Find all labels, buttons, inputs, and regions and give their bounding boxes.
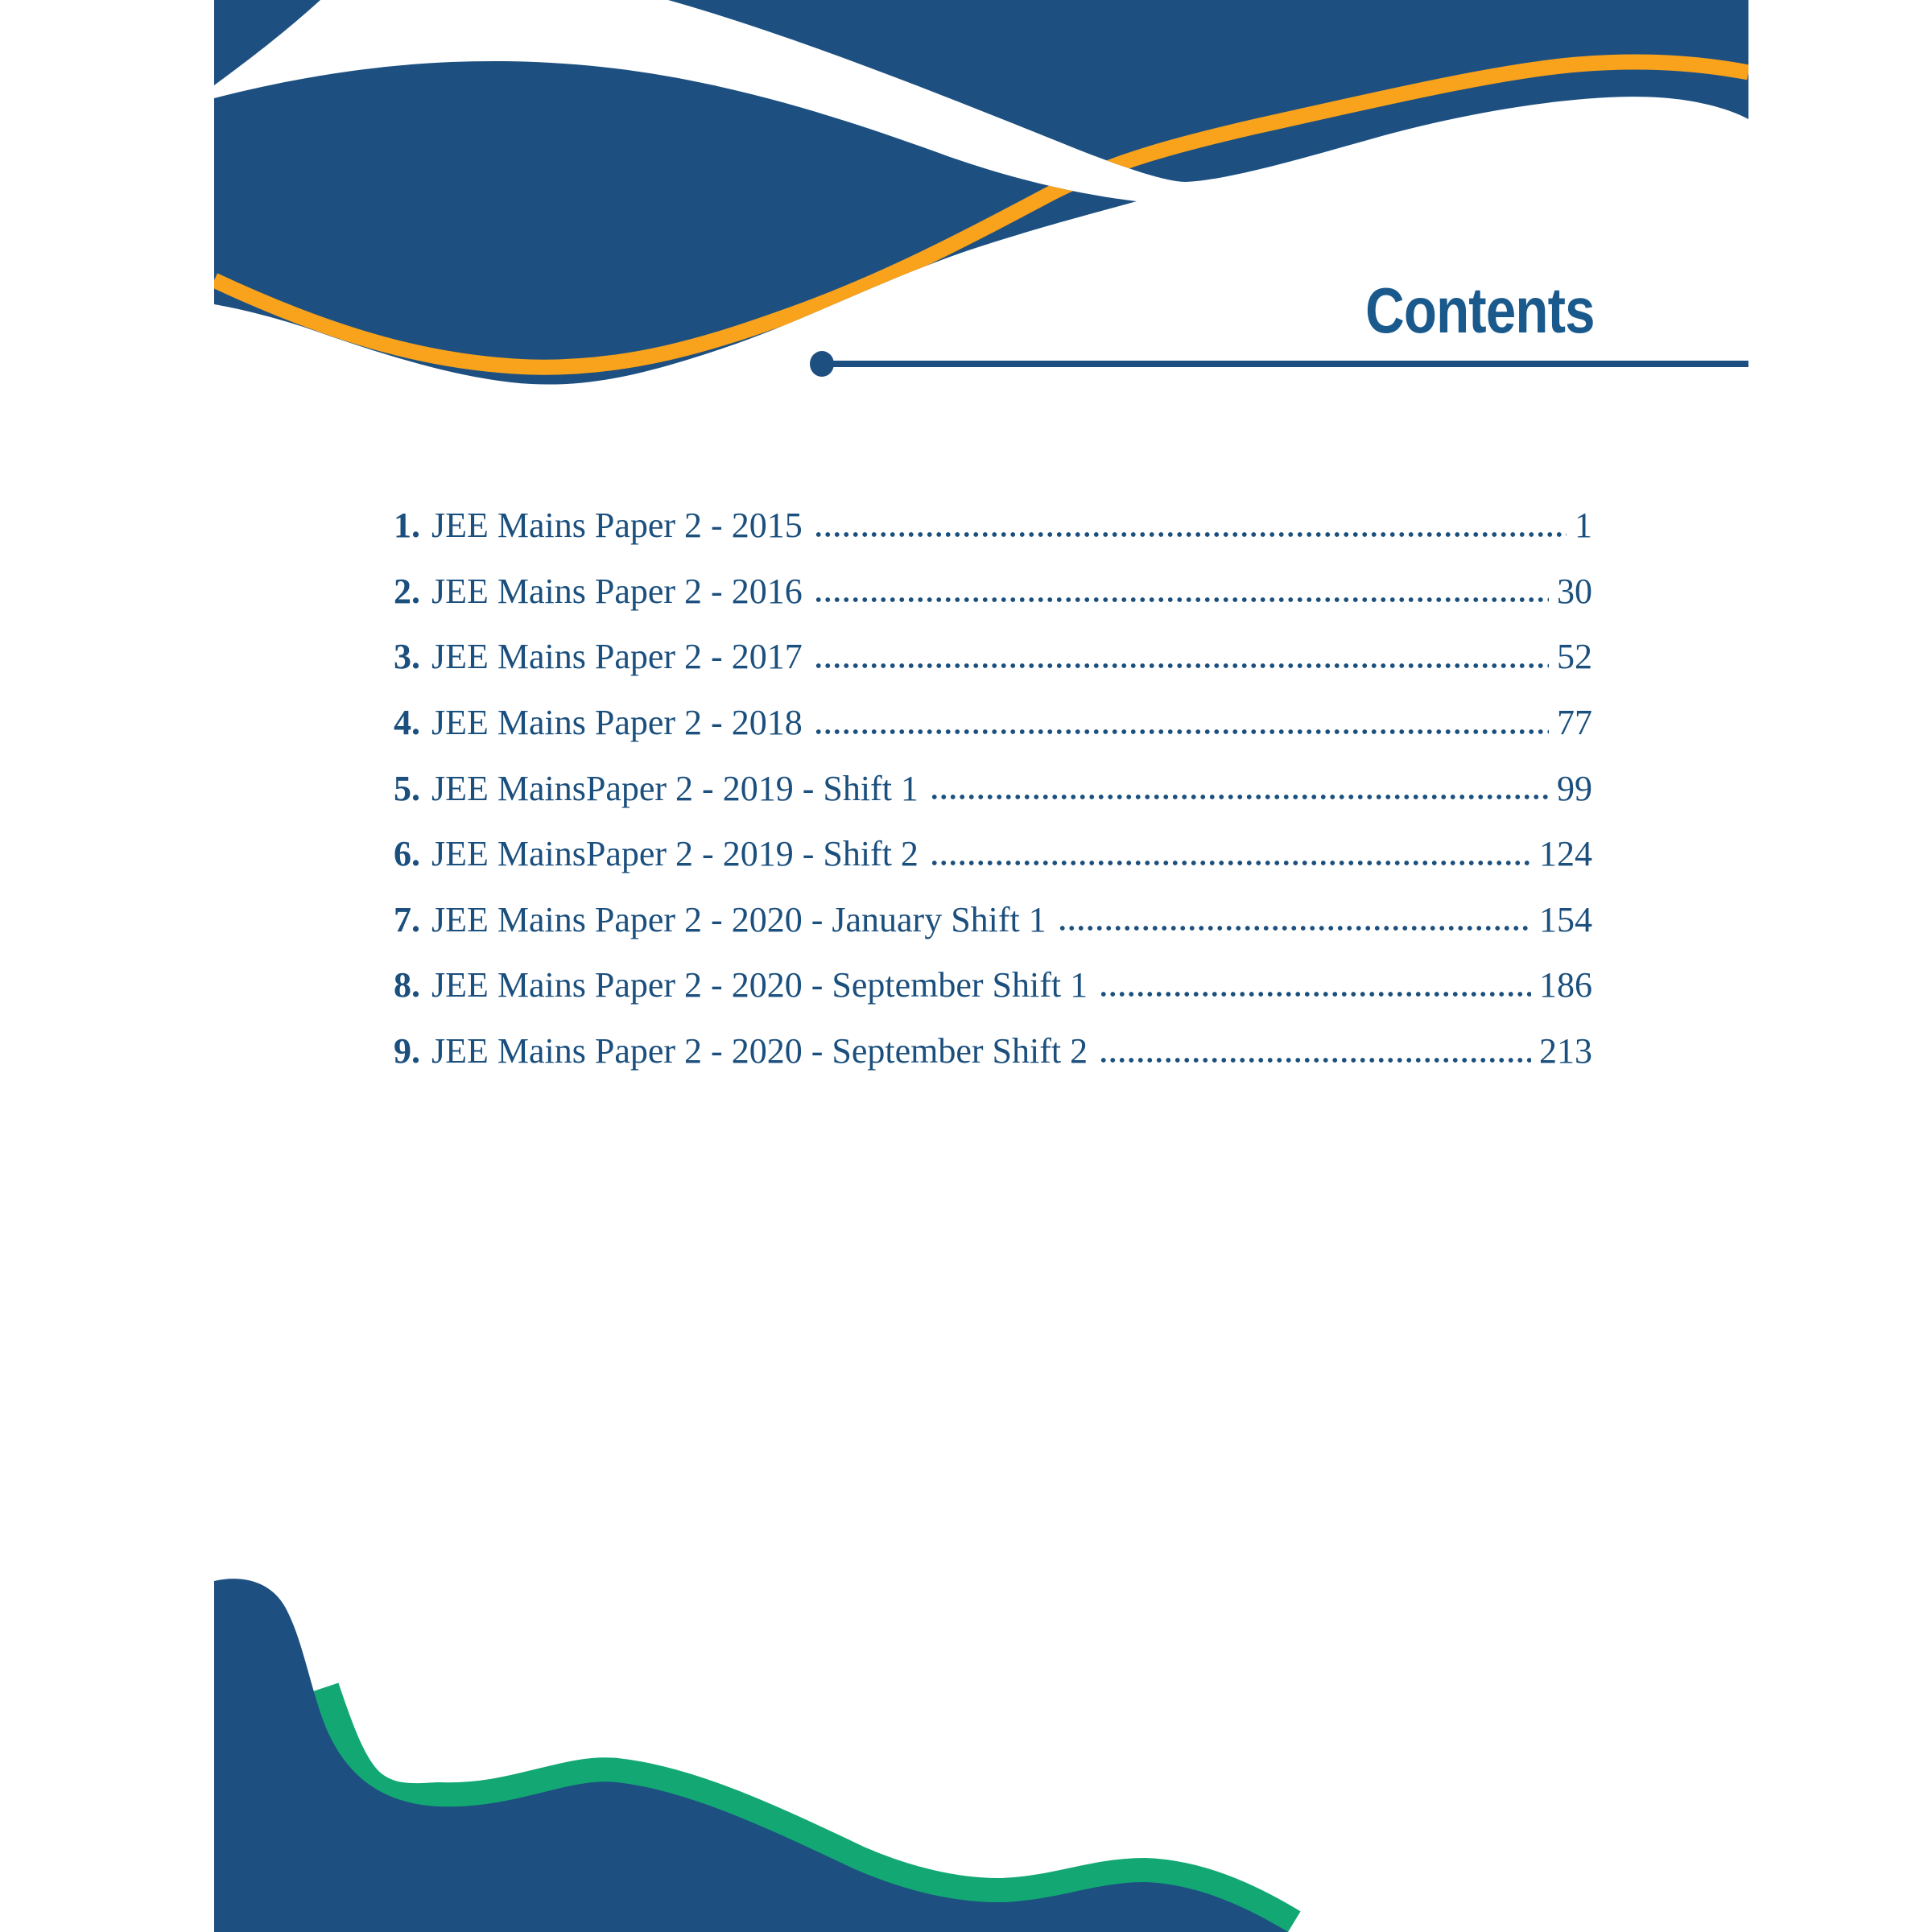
toc-dot-leader [930,791,1549,803]
toc-entry-label: JEE Mains Paper 2 - 2020 - September Shift 2 [431,1031,1088,1071]
toc-entry-label: JEE Mains Paper 2 - 2015 [431,506,803,546]
top-corner-triangle [214,0,320,85]
toc-entry [394,1018,1592,1084]
toc-entry-label: JEE Mains Paper 2 - 2020 - September Shift 1 [431,965,1088,1005]
toc-entry [394,559,1592,625]
toc-entry-page: 30 [1557,571,1592,611]
toc-dot-leader [814,660,1549,671]
toc-entry [394,755,1592,821]
toc-entry-page: 77 [1557,703,1592,743]
toc-entry-page: 124 [1539,834,1592,874]
toc-entry-number: 1. [394,506,420,546]
toc-entry-page: 52 [1557,637,1592,677]
toc-dot-leader [930,857,1531,869]
toc-entry-number: 5. [394,768,420,808]
toc-entry [394,690,1592,756]
toc-entry-number: 8. [394,965,420,1005]
toc-dot-leader [814,529,1567,540]
toc-entry-page: 213 [1539,1031,1592,1071]
page-title: Contents [1365,275,1595,346]
toc-entry-label: JEE Mains Paper 2 - 2018 [431,703,803,743]
toc-entry [394,821,1592,887]
toc-entry-page: 1 [1575,506,1592,546]
toc-dot-leader [1099,989,1531,1000]
toc-dot-leader [1058,923,1531,934]
toc-entry [394,624,1592,690]
toc-dot-leader [814,594,1549,605]
toc-entry-label: JEE MainsPaper 2 - 2019 - Shift 2 [431,834,919,874]
toc-entry-number: 6. [394,834,420,874]
toc-entry-number: 4. [394,703,420,743]
toc-entry-number: 7. [394,899,420,939]
toc-dot-leader [1099,1055,1531,1066]
toc-entry-page: 186 [1539,965,1592,1005]
toc-entry-label: JEE MainsPaper 2 - 2019 - Shift 1 [431,768,919,808]
toc-entry-label: JEE Mains Paper 2 - 2020 - January Shift 1 [431,899,1046,939]
toc-entry-number: 9. [394,1031,420,1071]
toc-entry [394,952,1592,1018]
toc-entry [394,493,1592,559]
title-rule [822,361,1748,367]
toc-entry-number: 2. [394,571,420,611]
toc-entry-label: JEE Mains Paper 2 - 2017 [431,637,803,677]
toc-entry-page: 154 [1539,899,1592,939]
toc-list [394,493,1592,1084]
toc-entry-page: 99 [1557,768,1592,808]
toc-entry [394,887,1592,953]
toc-entry-number: 3. [394,637,420,677]
toc-dot-leader [814,726,1549,737]
toc-entry-label: JEE Mains Paper 2 - 2016 [431,571,803,611]
